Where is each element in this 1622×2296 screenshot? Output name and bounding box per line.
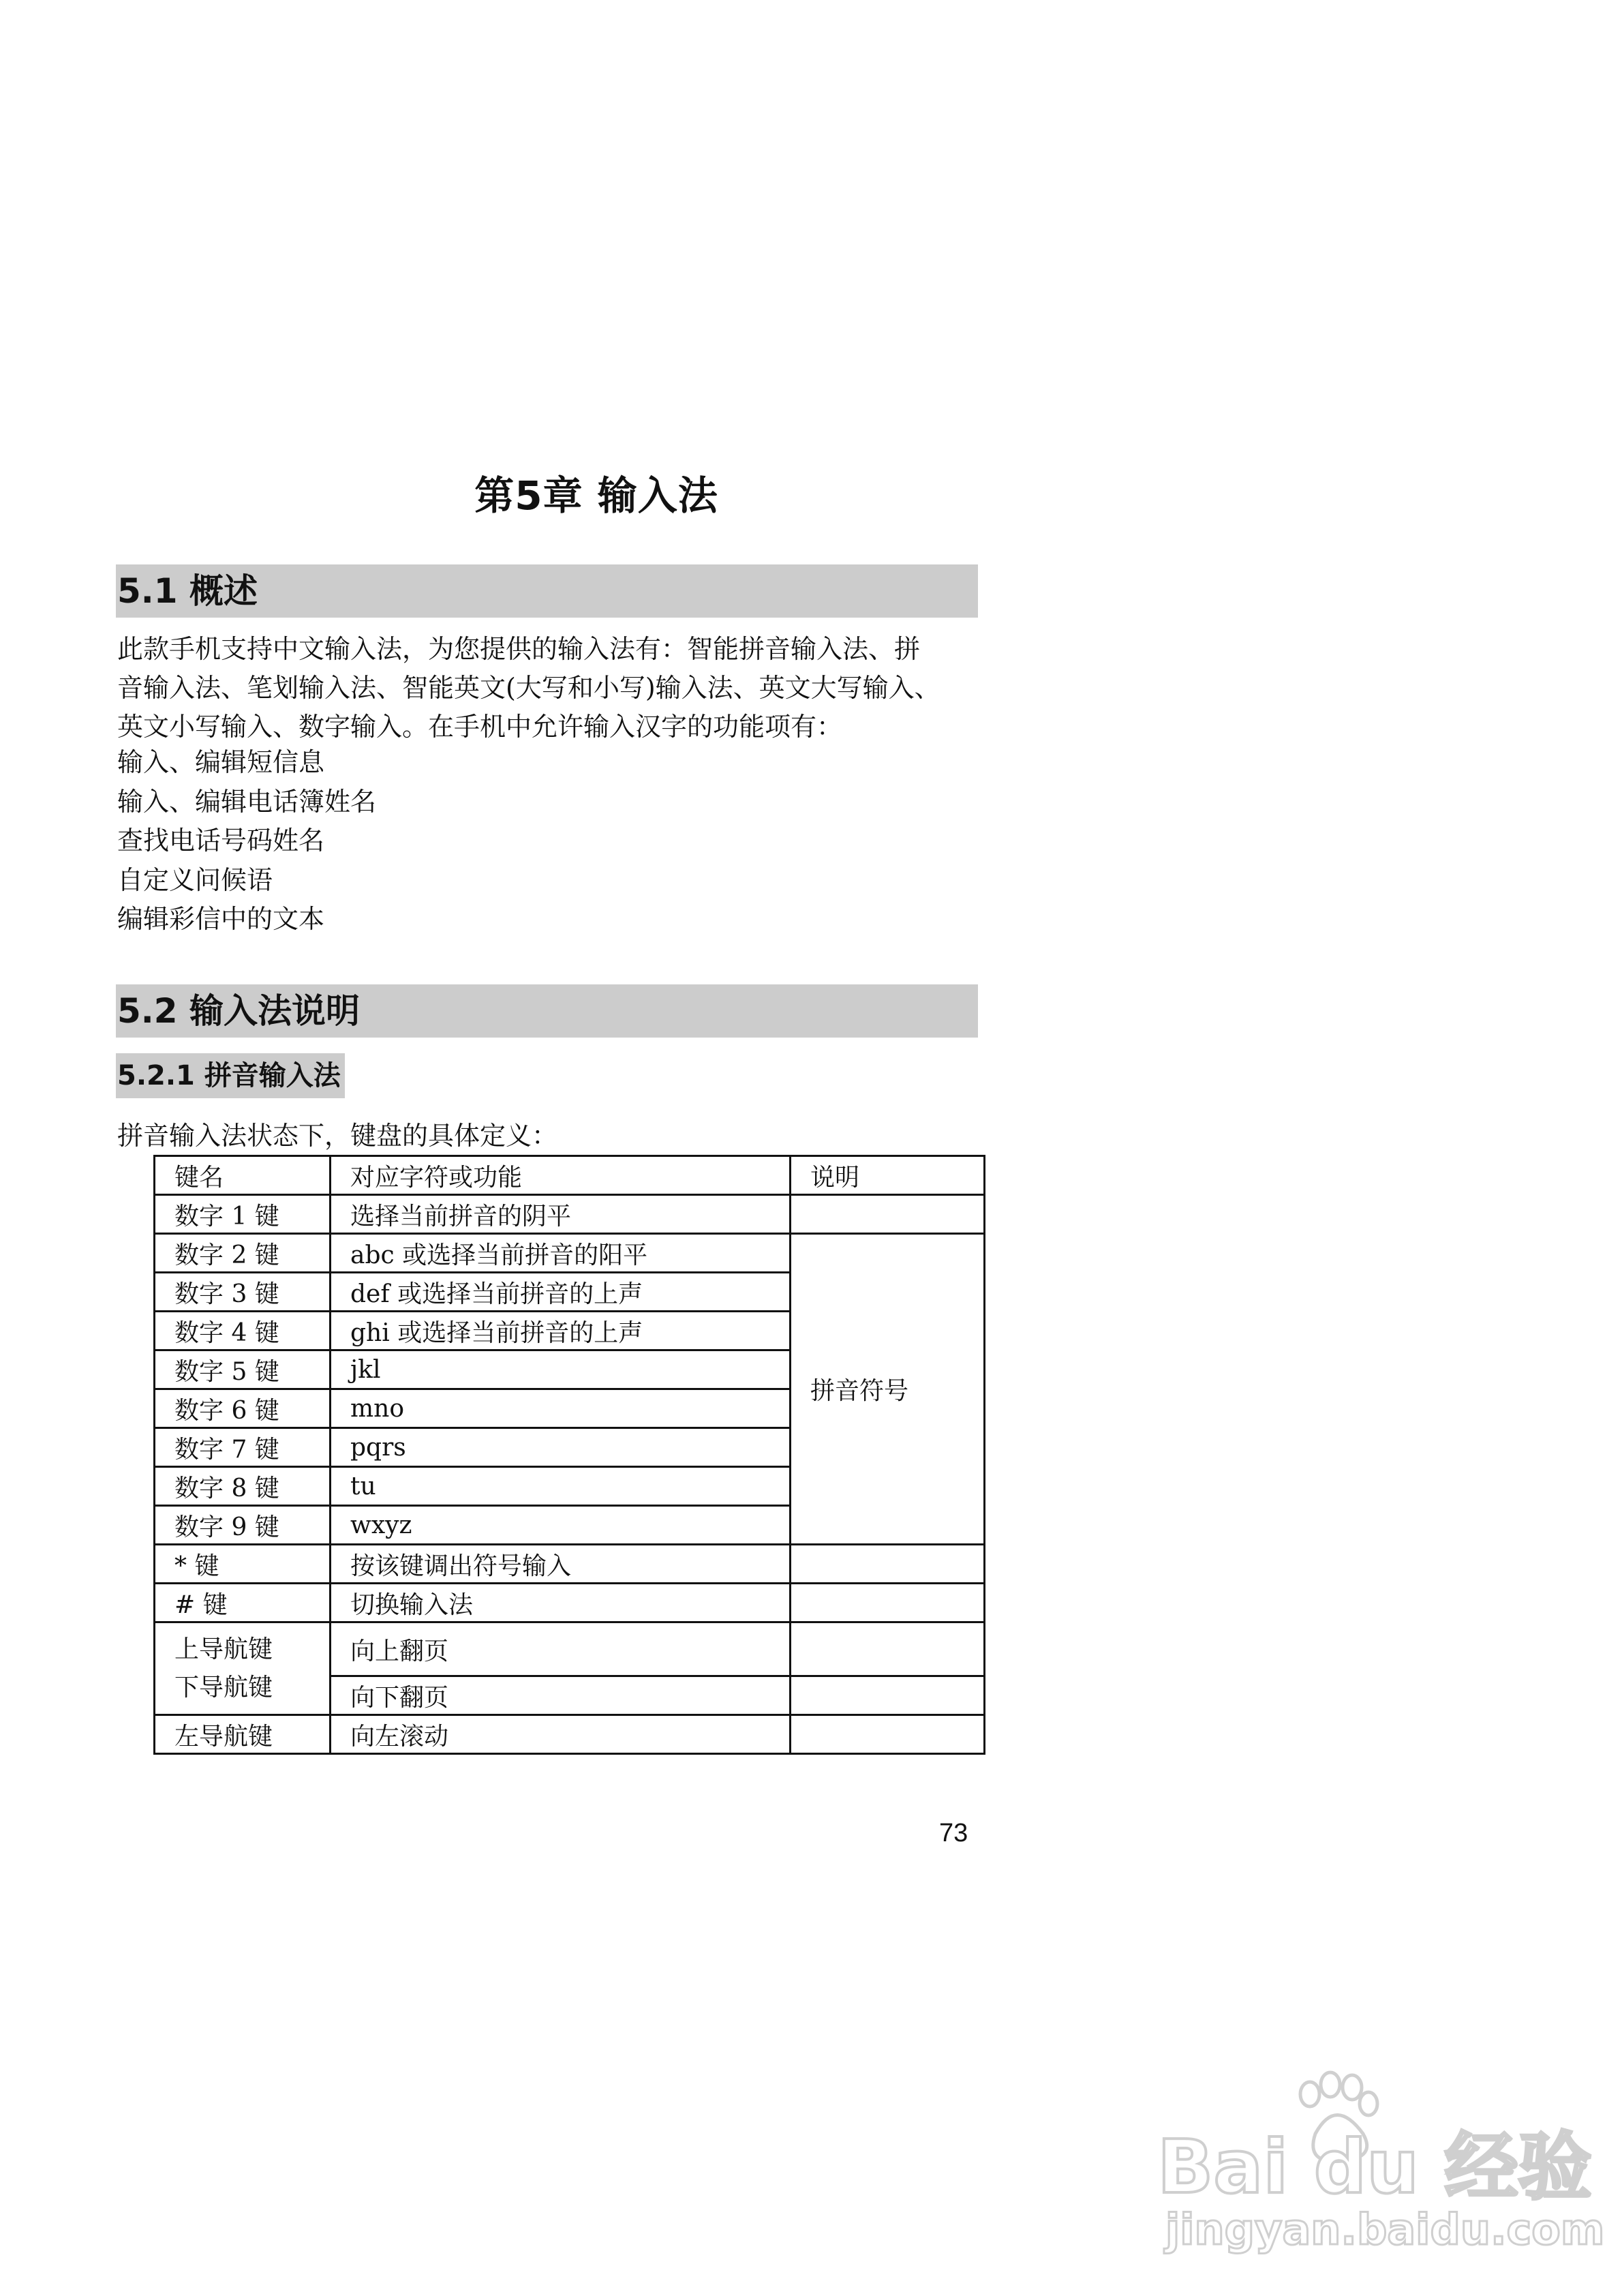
table-cell: 向上翻页 [331, 1622, 791, 1676]
table-cell: abc 或选择当前拼音的阳平 [331, 1234, 791, 1273]
list-item: 输入、编辑短信息 [117, 747, 325, 777]
table-cell: 切换输入法 [331, 1584, 791, 1622]
paragraph-line: 英文小写输入、数字输入。在手机中允许输入汉字的功能项有： [117, 712, 843, 742]
table-cell: ghi 或选择当前拼音的上声 [331, 1312, 791, 1350]
table-cell: 数字 4 键 [155, 1312, 331, 1350]
table-cell: 向左滚动 [331, 1715, 791, 1754]
overview-paragraph [117, 630, 983, 746]
table-cell: 左导航键 [155, 1715, 331, 1754]
table-cell: 向下翻页 [331, 1676, 791, 1715]
table-cell: mno [331, 1389, 791, 1428]
table-cell-merged-note: 拼音符号 [791, 1234, 985, 1545]
table-cell: 数字 2 键 [155, 1234, 331, 1273]
paragraph-line: 此款手机支持中文输入法，为您提供的输入法有：智能拼音输入法、拼 [117, 634, 921, 664]
list-item: 自定义问候语 [117, 864, 273, 895]
key-name-up: 上导航键 [174, 1635, 273, 1663]
table-cell [791, 1545, 985, 1584]
list-item: 输入、编辑电话簿姓名 [117, 786, 377, 817]
table-cell: 数字 8 键 [155, 1467, 331, 1506]
table-cell: 数字 3 键 [155, 1273, 331, 1312]
table-cell: * 键 [155, 1545, 331, 1584]
table-cell: 按该键调出符号输入 [331, 1545, 791, 1584]
column-header: 对应字符或功能 [331, 1156, 791, 1195]
table-cell: 数字 5 键 [155, 1350, 331, 1389]
table-row [155, 1234, 985, 1273]
table-cell: 数字 7 键 [155, 1428, 331, 1467]
table-cell [791, 1676, 985, 1715]
section-heading-overview: 5.1 概述 [116, 564, 978, 618]
table-cell: def 或选择当前拼音的上声 [331, 1273, 791, 1312]
table-cell: 数字 1 键 [155, 1195, 331, 1234]
table-row [155, 1584, 985, 1622]
column-header: 键名 [155, 1156, 331, 1195]
table-cell: 数字 9 键 [155, 1506, 331, 1545]
list-item: 编辑彩信中的文本 [117, 904, 325, 934]
table-header-row [155, 1156, 985, 1195]
table-row [155, 1715, 985, 1754]
table-cell: 选择当前拼音的阴平 [331, 1195, 791, 1234]
feature-list [117, 743, 376, 939]
table-cell: jkl [331, 1350, 791, 1389]
watermark-url: jingyan.baidu.com [1165, 2205, 1605, 2254]
table-row [155, 1195, 985, 1234]
key-definition-table [153, 1155, 985, 1755]
section-heading-input-methods: 5.2 输入法说明 [116, 984, 978, 1038]
table-cell-merged-key [155, 1622, 331, 1715]
table-cell: wxyz [331, 1506, 791, 1545]
baidu-jingyan-watermark [1152, 2059, 1605, 2256]
table-intro: 拼音输入法状态下，键盘的具体定义： [117, 1121, 558, 1151]
table-cell [791, 1715, 985, 1754]
table-cell: # 键 [155, 1584, 331, 1622]
table-cell: pqrs [331, 1428, 791, 1467]
chapter-title: 第5章 输入法 [474, 472, 718, 519]
table-row [155, 1622, 985, 1676]
table-cell: tu [331, 1467, 791, 1506]
column-header: 说明 [791, 1156, 985, 1195]
paragraph-line: 音输入法、笔划输入法、智能英文(大写和小写)输入法、英文大写输入、 [117, 673, 940, 703]
table-cell [791, 1584, 985, 1622]
page-number: 73 [939, 1819, 968, 1847]
table-row [155, 1545, 985, 1584]
watermark-brand: Bai du 经验 [1157, 2125, 1592, 2210]
table-cell [791, 1195, 985, 1234]
table-cell: 数字 6 键 [155, 1389, 331, 1428]
list-item: 查找电话号码姓名 [117, 826, 325, 856]
table-cell [791, 1622, 985, 1676]
key-name-down: 下导航键 [174, 1673, 273, 1702]
subsection-heading-pinyin: 5.2.1 拼音输入法 [116, 1053, 345, 1098]
